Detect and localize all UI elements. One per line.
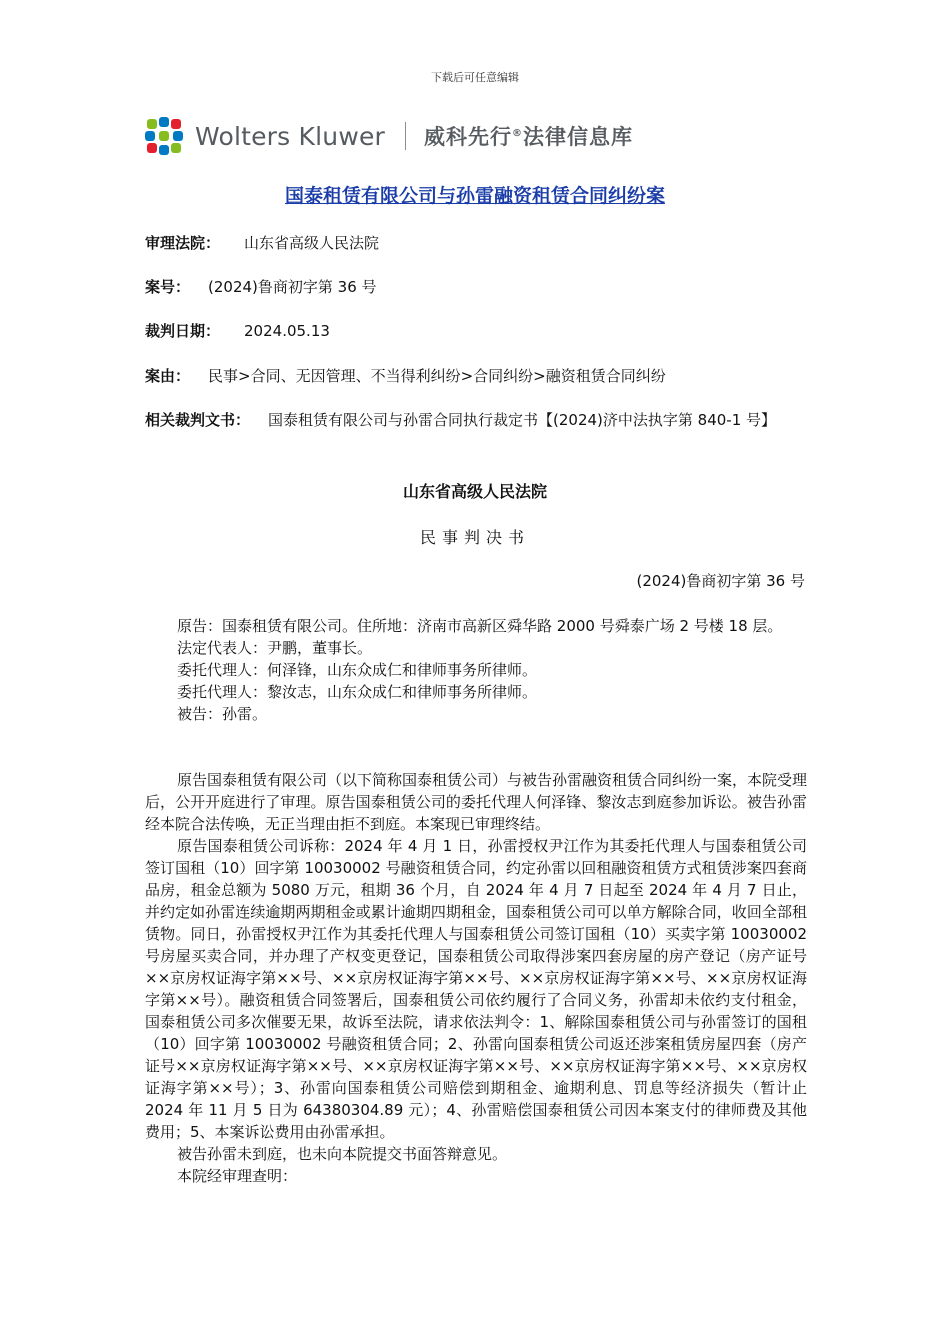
doc-type-heading: 民事判决书 — [419, 528, 530, 547]
party-line: 法定代表人：尹鹏，董事长。 — [177, 639, 373, 657]
brand-logo — [143, 114, 633, 158]
body-paragraph: 原告国泰租赁有限公司（以下简称国泰租赁公司）与被告孙雷融资租赁合同纠纷一案，本院受理后，公开开庭进行了审理。原告国泰租赁公司的委托代理人何泽锋、黎汝志到庭参加诉讼。被告孙雷经本院合法传唤，无正当理由拒不到庭。本案现已审理终结。 — [145, 771, 808, 833]
meta-cause: 案由： 民事>合同、无因管理、不当得利纠纷>合同纠纷>融资租赁合同纠纷 — [145, 367, 666, 385]
case-number-right: (2024)鲁商初字第 36 号 — [636, 572, 805, 590]
brand-divider — [405, 122, 406, 150]
party-line: 被告：孙雷。 — [177, 705, 268, 723]
party-line: 委托代理人：黎汝志，山东众成仁和律师事务所律师。 — [177, 683, 538, 701]
body-paragraph: 原告国泰租赁公司诉称：2024 年 4 月 1 日，孙雷授权尹江作为其委托代理人与国泰租赁公司签订国租（10）回字第 10030002 号融资租赁合同，约定孙雷以回租融资租赁方式租赁涉案四套商品房，租金总额为 5080 万元，租期 36 个月，自 2024 年 4 月 7 日起至 2024 年 4 月 7 日止，并约定如孙雷连续逾期两期租金或累计逾期四期租金，国泰租赁公司可以单方解除合同，收回全部租赁物。同日，孙雷授权尹江作为其委托代理人与国泰租赁公司签订国租（10）买卖字第 10030002 号房屋买卖合同，并办理了产权变更登记，国泰租赁公司取得涉案四套房屋的房产登记（房产证号××京房权证海字第××号、××京房权证海字第××号、××京房权证海字第××号、××京房权证海字第××号）。融资租赁合同签署后，国泰租赁公司依约履行了合同义务，孙雷却未依约支付租金，国泰租赁公司多次催要无果，故诉至法院，请求依法判令：1、解除国泰租赁公司与孙雷签订的国租（10）回字第 10030002 号融资租赁合同；2、孙雷向国泰租赁公司返还涉案租赁房屋四套（房产证号××京房权证海字第××号、××京房权证海字第××号、××京房权证海字第××号、××京房权证海字第××号）；3、孙雷向国泰租赁公司赔偿到期租金、逾期利息、罚息等经济损失（暂计止 2024 年 11 月 5 日为 64380304.89 元）；4、孙雷赔偿国泰租赁公司因本案支付的律师费及其他费用；5、本案诉讼费用由孙雷承担。 — [145, 837, 807, 1141]
meta-date: 裁判日期： 2024.05.13 — [145, 322, 330, 340]
wolters-kluwer-logo-icon — [143, 115, 185, 157]
meta-case-no: 案号： (2024)鲁商初字第 36 号 — [145, 278, 377, 296]
brand-name-en: Wolters Kluwer — [195, 121, 386, 151]
party-line: 委托代理人：何泽锋，山东众成仁和律师事务所律师。 — [177, 661, 538, 679]
parties-block — [145, 615, 807, 725]
body-paragraph: 本院经审理查明： — [177, 1167, 298, 1185]
brand-name-cn: 威科先行®法律信息库 — [424, 125, 634, 149]
judgment-body — [145, 769, 807, 1187]
court-name-heading: 山东省高级人民法院 — [402, 482, 547, 501]
header-note: 下载后可任意编辑 — [431, 71, 519, 84]
doc-title-link[interactable]: 国泰租赁有限公司与孙雷融资租赁合同纠纷案 — [284, 185, 665, 207]
meta-court: 审理法院： 山东省高级人民法院 — [145, 234, 380, 252]
related-doc-link[interactable]: 国泰租赁有限公司与孙雷合同执行裁定书【(2024)济中法执字第 840-1 号】 — [268, 411, 777, 429]
party-line: 原告：国泰租赁有限公司。住所地：济南市高新区舜华路 2000 号舜泰广场 2 号楼 18 层。 — [177, 617, 783, 635]
meta-related: 相关裁判文书： 国泰租赁有限公司与孙雷合同执行裁定书【(2024)济中法执字第 840-1 号】 — [145, 411, 777, 429]
body-paragraph: 被告孙雷未到庭，也未向本院提交书面答辩意见。 — [177, 1145, 508, 1163]
